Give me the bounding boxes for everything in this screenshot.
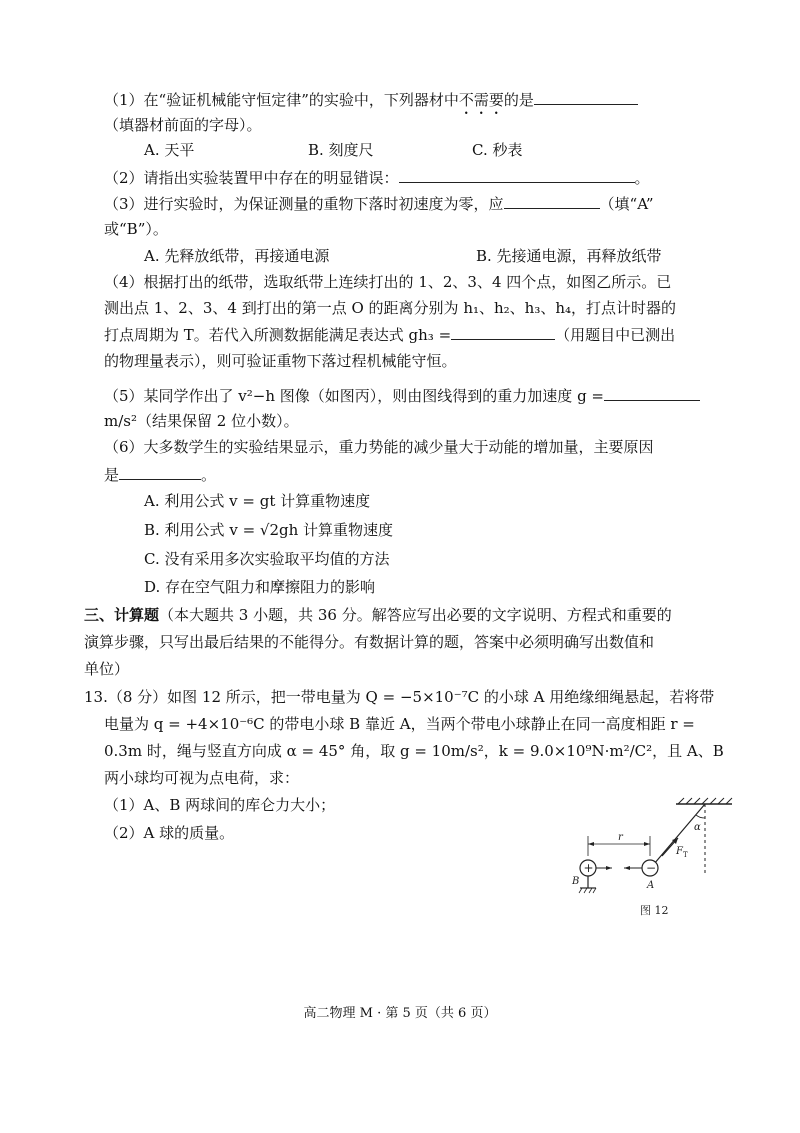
option-b: B. 利用公式 v = √2gh 计算重物速度 [144, 521, 394, 539]
answer-blank [504, 192, 600, 209]
q12-part3-line2: 或“B”）。 [104, 220, 168, 238]
alpha-label: α [694, 822, 701, 833]
q12-part3-line1: （3）进行实验时，为保证测量的重物下落时初速度为零，应 （填“A” [104, 192, 654, 215]
answer-blank [399, 166, 635, 183]
figure-12-diagram [566, 796, 736, 926]
section-heading-line1: 三、计算题（本大题共 3 小题，共 36 分。解答应写出必要的文字说明、方程式和重要的 [84, 606, 672, 624]
q12-part5-line2: m/s²（结果保留 2 位小数）。 [104, 412, 299, 430]
r-arrow-left [588, 842, 594, 846]
answer-blank [534, 88, 638, 105]
option-b: B. 先接通电源，再释放纸带 [476, 247, 662, 265]
page-footer: 高二物理 M · 第 5 页（共 6 页） [303, 1006, 497, 1021]
plus-sign: + [583, 861, 594, 875]
q13-sub1: （1）A、B 两球间的库仑力大小； [104, 796, 336, 814]
force-arrowhead-a [624, 866, 630, 870]
option-b: B. 刻度尺 [308, 141, 374, 159]
force-arrowhead-b [606, 866, 612, 870]
answer-blank [604, 384, 700, 401]
option-a: A. 先释放纸带，再接通电源 [144, 247, 330, 265]
q12-part1-line1: （1）在“验证机械能守恒定律”的实验中，下列器材中不需要的是 [104, 88, 638, 118]
minus-sign: − [646, 861, 657, 875]
option-c: C. 没有采用多次实验取平均值的方法 [144, 550, 390, 568]
tension-label: F [676, 846, 683, 857]
q13-line3: 0.3m 时，绳与竖直方向成 α = 45° 角，取 g = 10m/s²，k = 9.0×10⁹N·m²/C²，且 A、B [104, 742, 724, 760]
ceiling-hatch [678, 798, 732, 804]
q13-line1: 13.（8 分）如图 12 所示，把一带电量为 Q = −5×10⁻⁷C 的小球 A 用绝缘细绳悬起，若将带 [84, 688, 715, 706]
q12-part4-line2: 测出点 1、2、3、4 到打出的第一点 O 的距离分别为 h₁、h₂、h₃、h₄，打点计时器的 [104, 299, 677, 317]
section-heading-line3: 单位） [84, 660, 130, 678]
option-a: A. 利用公式 v = gt 计算重物速度 [144, 492, 371, 510]
option-a: A. 天平 [144, 141, 195, 159]
r-arrow-right [644, 842, 650, 846]
q12-part2: （2）请指出实验装置甲中存在的明显错误： 。 [104, 166, 650, 189]
q13-sub2: （2）A 球的质量。 [104, 824, 235, 842]
section-heading-line2: 演算步骤，只写出最后结果的不能得分。有数据计算的题，答案中必须明确写出数值和 [84, 633, 655, 651]
ball-a-label: A [647, 880, 655, 891]
answer-blank [119, 463, 201, 480]
q13-line2: 电量为 q = +4×10⁻⁶C 的带电小球 B 靠近 A，当两个带电小球静止在同一高度相距 r = [104, 715, 695, 733]
section-title: 三、计算题 [84, 606, 160, 624]
q12-part1-line2: （填器材前面的字母）。 [104, 116, 262, 134]
tension-subscript: T [683, 851, 688, 859]
q12-part5-line1: （5）某同学作出了 v²−h 图像（如图丙），则由图线得到的重力加速度 g = [104, 384, 700, 407]
figure-12 [566, 796, 736, 926]
q12-part4-line1: （4）根据打出的纸带，选取纸带上连续打出的 1、2、3、4 四个点，如图乙所示。已 [104, 273, 672, 291]
emphasis-text: 不需要 [458, 91, 504, 109]
q12-part4-line4: 的物理量表示），则可验证重物下落过程机械能守恒。 [104, 352, 457, 370]
option-d: D. 存在空气阻力和摩擦阻力的影响 [144, 578, 376, 596]
q12-part6-line1: （6）大多数学生的实验结果显示，重力势能的减少量大于动能的增加量，主要原因 [104, 438, 654, 456]
q13-line4: 两小球均可视为点电荷，求： [104, 769, 300, 787]
figure-caption: 图 12 [640, 904, 669, 917]
option-c: C. 秒表 [472, 141, 523, 159]
answer-blank [451, 323, 555, 340]
angle-arc [696, 815, 705, 818]
q12-part4-line3: 打点周期为 T。若代入所测数据能满足表达式 gh₃ = （用题目中已测出 [104, 323, 675, 346]
q12-part6-line2: 是 。 [104, 463, 216, 486]
support-hatch [579, 888, 596, 893]
r-label: r [618, 832, 623, 843]
ball-b-label: B [572, 876, 580, 887]
